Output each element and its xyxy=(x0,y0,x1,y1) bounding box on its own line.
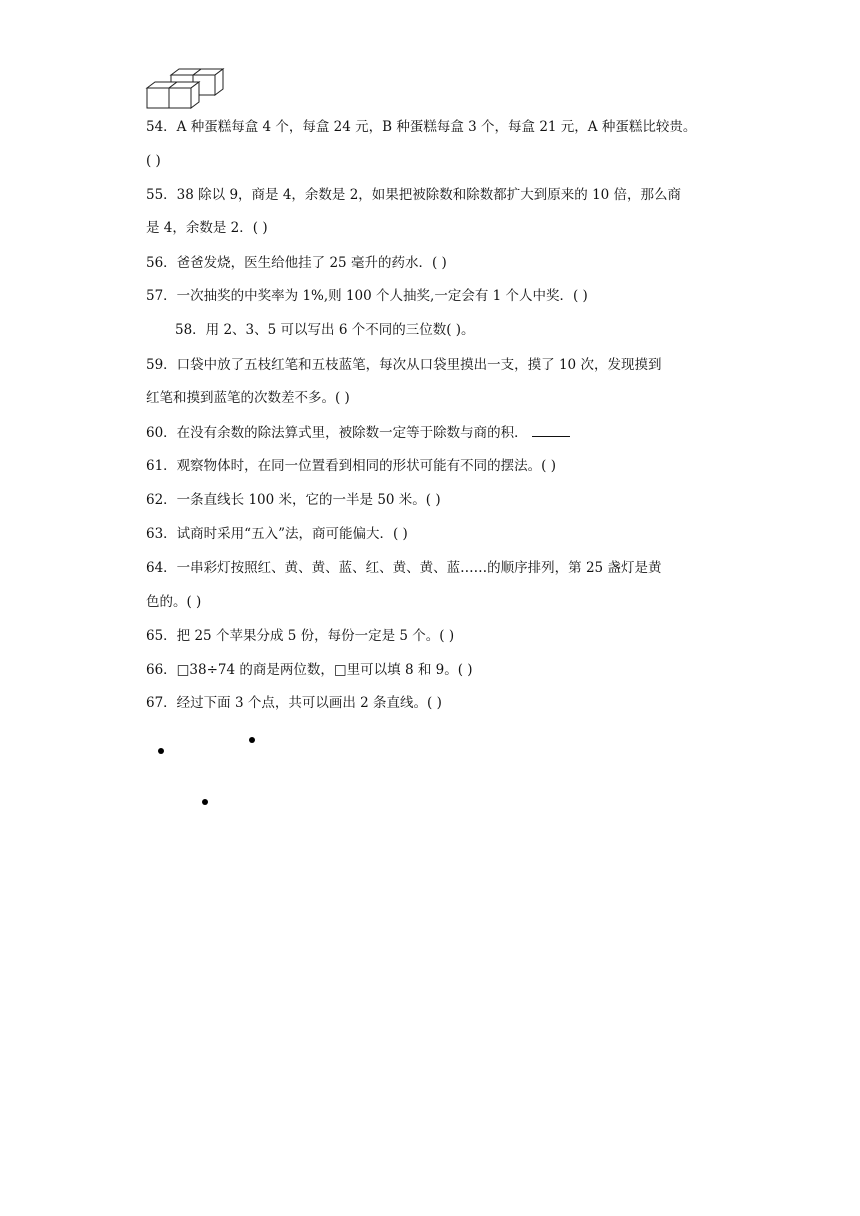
question-56: 56．爸爸发烧，医生给他挂了 25 毫升的药水．( ) xyxy=(146,255,447,271)
question-62: 62．一条直线长 100 米，它的一半是 50 米。( ) xyxy=(146,492,441,508)
question-60 xyxy=(146,422,570,443)
question-59-line-2: 红笔和摸到蓝笔的次数差不多。( ) xyxy=(146,390,350,406)
question-63: 63．试商时采用“五入”法，商可能偏大．( ) xyxy=(146,526,408,542)
question-55-line-2: 是 4，余数是 2．( ) xyxy=(146,220,268,236)
question-64-line-1: 64．一串彩灯按照红、黄、黄、蓝、红、黄、黄、蓝……的顺序排列，第 25 盏灯是黄 xyxy=(146,560,662,576)
point-c xyxy=(202,799,208,805)
point-b xyxy=(158,748,164,754)
question-55-line-1: 55．38 除以 9，商是 4，余数是 2，如果把被除数和除数都扩大到原来的 10 倍，那么商 xyxy=(146,187,682,203)
cube-figure xyxy=(145,66,227,110)
question-54-line-1: 54．A 种蛋糕每盒 4 个，每盒 24 元，B 种蛋糕每盒 3 个，每盒 21 元，A 种蛋糕比较贵。 xyxy=(146,119,697,135)
question-67: 67．经过下面 3 个点，共可以画出 2 条直线。( ) xyxy=(146,695,442,711)
question-66: 66．□38÷74 的商是两位数，□里可以填 8 和 9。( ) xyxy=(146,662,473,678)
question-54-line-2: ( ) xyxy=(146,153,161,169)
point-a xyxy=(249,737,255,743)
question-65: 65．把 25 个苹果分成 5 份，每份一定是 5 个。( ) xyxy=(146,628,455,644)
question-61: 61．观察物体时，在同一位置看到相同的形状可能有不同的摆法。( ) xyxy=(146,458,557,474)
question-57: 57．一次抽奖的中奖率为 1%,则 100 个人抽奖,一定会有 1 个人中奖．( ) xyxy=(146,288,588,304)
question-59-line-1: 59．口袋中放了五枝红笔和五枝蓝笔，每次从口袋里摸出一支，摸了 10 次，发现摸到 xyxy=(146,357,662,373)
question-58: 58．用 2、3、5 可以写出 6 个不同的三位数( )。 xyxy=(175,322,475,338)
question-60-text: 60．在没有余数的除法算式里，被除数一定等于除数与商的积． xyxy=(146,425,528,441)
question-64-line-2: 色的。( ) xyxy=(146,594,202,610)
answer-blank xyxy=(532,422,570,437)
